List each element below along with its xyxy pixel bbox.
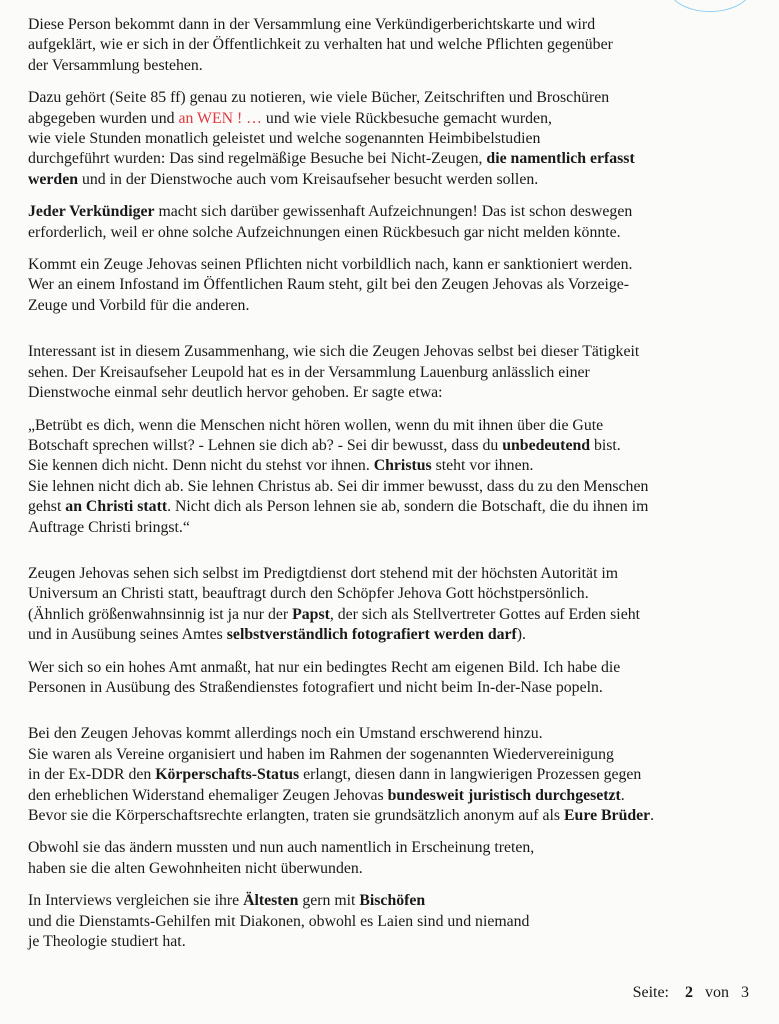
- text-segment: Botschaft sprechen willst? - Lehnen sie dich ab? - Sei dir bewusst, dass du: [28, 436, 503, 454]
- bold-text: Jeder Verkündiger: [28, 203, 155, 221]
- text-line: [28, 296, 764, 316]
- text-segment: erforderlich, weil er ohne solche Aufzeichnungen einen Rückbesuch gar nicht melden könnte.: [28, 223, 621, 241]
- text-line: [28, 170, 764, 190]
- text-segment: . Nicht dich als Person lehnen sie ab, sondern die Botschaft, die du ihnen im: [167, 498, 649, 516]
- text-segment: , der sich als Stellvertreter Gottes auf Erden sieht: [329, 605, 640, 623]
- text-line: [28, 88, 764, 108]
- text-segment: Zeugen Jehovas sehen sich selbst im Predigtdienst dort stehend mit der höchsten Autorität im: [28, 564, 619, 582]
- text-line: [28, 202, 764, 222]
- text-segment: Obwohl sie das ändern mussten und nun auch namentlich in Erscheinung treten,: [28, 839, 535, 857]
- page-number: 2: [685, 984, 693, 1001]
- page-label: Seite:: [632, 984, 669, 1001]
- text-line: [28, 56, 764, 76]
- text-segment: der Versammlung bestehen.: [28, 56, 203, 74]
- text-segment: Zeuge und Vorbild für die anderen.: [28, 296, 250, 314]
- text-segment: und die Dienstamts-Gehilfen mit Diakonen, obwohl es Laien sind und niemand: [28, 912, 530, 930]
- text-line: [28, 932, 764, 952]
- text-line: [28, 625, 764, 645]
- decorative-cloud-outline: [669, 0, 751, 12]
- text-segment: Auftrage Christi bringst.“: [28, 518, 190, 536]
- bold-text: die namentlich erfasst: [486, 150, 635, 168]
- paragraph: [28, 891, 764, 952]
- text-segment: je Theologie studiert hat.: [28, 933, 186, 951]
- text-line: [28, 497, 764, 517]
- text-line: [28, 383, 764, 403]
- text-segment: und in Ausübung seines Amtes: [28, 626, 227, 644]
- page-total: 3: [741, 984, 749, 1001]
- text-line: [28, 605, 764, 625]
- text-line: [28, 15, 764, 35]
- paragraph: [28, 15, 764, 76]
- text-line: [28, 275, 764, 295]
- text-segment: Wer an einem Infostand im Öffentlichen Raum steht, gilt bei den Zeugen Jehovas als Vorzeige-: [28, 276, 630, 294]
- text-line: [28, 859, 764, 879]
- text-line: [28, 584, 764, 604]
- page-of-label: von: [705, 984, 729, 1001]
- text-segment: .: [620, 786, 625, 804]
- text-segment: Bei den Zeugen Jehovas kommt allerdings noch ein Umstand erschwerend hinzu.: [28, 725, 543, 743]
- text-line: [28, 891, 764, 911]
- document-body: [28, 15, 764, 964]
- text-segment: gehst: [28, 498, 66, 516]
- text-line: [28, 223, 764, 243]
- text-line: [28, 724, 764, 744]
- bold-text: Ältesten: [243, 892, 299, 910]
- text-line: [28, 109, 764, 129]
- text-line: [28, 342, 764, 362]
- text-line: [28, 518, 764, 538]
- text-segment: abgegeben wurden und: [28, 109, 179, 127]
- text-segment: haben sie die alten Gewohnheiten nicht überwunden.: [28, 859, 363, 877]
- paragraph: [28, 416, 764, 538]
- text-segment: Interessant ist in diesem Zusammenhang, wie sich die Zeugen Jehovas selbst bei dieser Tätigkeit: [28, 343, 640, 361]
- text-segment: (Ähnlich größenwahnsinnig ist ja nur der: [28, 605, 293, 623]
- paragraph: [28, 342, 764, 403]
- text-line: [28, 838, 764, 858]
- text-line: [28, 456, 764, 476]
- bold-text: werden: [28, 170, 79, 188]
- text-segment: erlangt, diesen dann in langwierigen Prozessen gegen: [299, 766, 642, 784]
- text-segment: den erheblichen Widerstand ehemaliger Zeugen Jehovas: [28, 786, 388, 804]
- text-segment: in der Ex-DDR den: [28, 766, 156, 784]
- paragraph: [28, 724, 764, 826]
- text-line: [28, 255, 764, 275]
- text-segment: aufgeklärt, wie er sich in der Öffentlichkeit zu verhalten hat und welche Pflichten gegenüber: [28, 36, 613, 54]
- text-line: [28, 477, 764, 497]
- paragraph: [28, 202, 764, 243]
- text-segment: Wer sich so ein hohes Amt anmaßt, hat nur ein bedingtes Recht am eigenen Bild. Ich habe die: [28, 658, 621, 676]
- text-segment: Dienstwoche einmal sehr deutlich hervor gehoben. Er sagte etwa:: [28, 384, 443, 402]
- text-segment: und in der Dienstwoche auch vom Kreisaufseher besucht werden sollen.: [78, 170, 539, 188]
- bold-text: Papst: [292, 605, 330, 623]
- text-segment: Dazu gehört (Seite 85 ff) genau zu notieren, wie viele Bücher, Zeitschriften und Broschüren: [28, 89, 610, 107]
- text-segment: wie viele Stunden monatlich geleistet und welche sogenannten Heimbibelstudien: [28, 130, 541, 148]
- text-segment: sehen. Der Kreisaufseher Leupold hat es in der Versammlung Lauenburg anlässlich einer: [28, 363, 590, 381]
- bold-text: unbedeutend: [502, 436, 591, 454]
- bold-text: Eure Brüder: [564, 807, 651, 824]
- text-line: [28, 912, 764, 932]
- text-segment: Sie waren als Vereine organisiert und haben im Rahmen der sogenannten Wiedervereinigung: [28, 745, 614, 763]
- text-segment: Bevor sie die Körperschaftsrechte erlangten, traten sie grundsätzlich anonym auf als: [28, 807, 565, 824]
- text-segment: Kommt ein Zeuge Jehovas seinen Pflichten nicht vorbildlich nach, kann er sanktioniert werden.: [28, 256, 633, 274]
- text-segment: Sie kennen dich nicht. Denn nicht du stehst vor ihnen.: [28, 457, 374, 475]
- text-segment: Personen in Ausübung des Straßendienstes fotografiert und nicht beim In-der-Nase popeln.: [28, 678, 603, 696]
- bold-text: an Christi statt: [65, 498, 168, 516]
- paragraph: [28, 838, 764, 879]
- bold-text: bundesweit juristisch durchgesetzt: [387, 786, 621, 804]
- text-segment: Diese Person bekommt dann in der Versammlung eine Verkündigerberichtskarte und wird: [28, 16, 596, 33]
- text-line: [28, 363, 764, 383]
- text-segment: steht vor ihnen.: [431, 457, 534, 475]
- paragraph: [28, 658, 764, 699]
- text-segment: bist.: [590, 436, 621, 454]
- paragraph: [28, 255, 764, 316]
- text-segment: ).: [516, 626, 526, 644]
- text-line: [28, 35, 764, 55]
- text-line: [28, 806, 764, 826]
- text-line: [28, 416, 764, 436]
- text-segment: durchgeführt wurden: Das sind regelmäßige Besuche bei Nicht-Zeugen,: [28, 150, 487, 168]
- paragraph: [28, 88, 764, 190]
- text-segment: Universum an Christi statt, beauftragt durch den Schöpfer Jehova Gott höchstpersönlich.: [28, 585, 589, 603]
- bold-text: Körperschafts-Status: [155, 766, 300, 784]
- paragraph: [28, 564, 764, 646]
- text-segment: „Betrübt es dich, wenn die Menschen nicht hören wollen, wenn du mit ihnen über die Gute: [28, 416, 604, 434]
- text-line: [28, 678, 764, 698]
- bold-text: Christus: [373, 457, 432, 475]
- text-line: [28, 564, 764, 584]
- highlighted-text: an WEN ! …: [178, 109, 262, 127]
- text-line: [28, 658, 764, 678]
- text-segment: gern mit: [298, 892, 360, 910]
- text-line: [28, 149, 764, 169]
- text-segment: In Interviews vergleichen sie ihre: [28, 892, 244, 910]
- bold-text: Bischöfen: [359, 892, 426, 910]
- bold-text: selbstverständlich fotografiert werden darf: [226, 626, 517, 644]
- text-segment: macht sich darüber gewissenhaft Aufzeichnungen! Das ist schon deswegen: [154, 203, 633, 221]
- text-line: [28, 436, 764, 456]
- text-line: [28, 129, 764, 149]
- text-line: [28, 786, 764, 806]
- text-segment: .: [650, 807, 655, 824]
- text-segment: Sie lehnen nicht dich ab. Sie lehnen Christus ab. Sei dir immer bewusst, dass du zu den Menschen: [28, 477, 649, 495]
- page-footer: [633, 984, 749, 1002]
- text-line: [28, 745, 764, 765]
- text-line: [28, 765, 764, 785]
- text-segment: und wie viele Rückbesuche gemacht wurden,: [261, 109, 552, 127]
